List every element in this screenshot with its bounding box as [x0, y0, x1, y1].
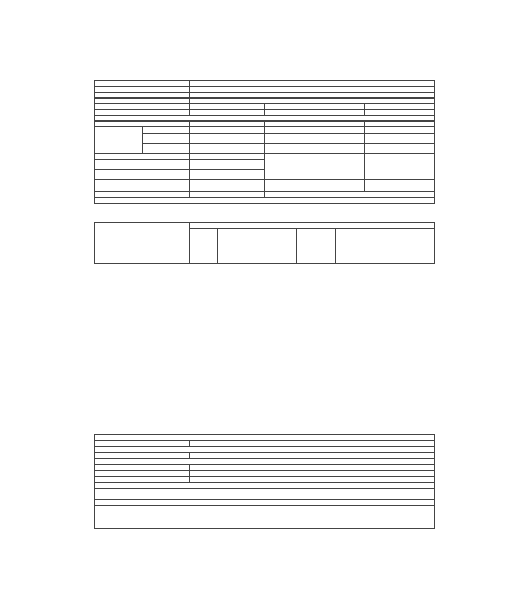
annual-energy-value [190, 170, 265, 180]
noise-emission-label [265, 144, 365, 154]
noise-db-label [95, 160, 190, 170]
col-defrost-header [336, 229, 435, 264]
min-temp-value [190, 180, 265, 192]
footer-table [94, 434, 435, 529]
max-temp-label [265, 180, 365, 192]
max-temp-value [365, 180, 435, 192]
depth-label [143, 144, 190, 154]
noise-db-value [190, 160, 265, 170]
col-volume-header [190, 229, 218, 264]
annual-energy-label [95, 170, 190, 180]
col-temp-header [218, 229, 297, 264]
width-value [190, 134, 265, 144]
col-type-header [95, 223, 190, 264]
link-text [95, 489, 435, 500]
total-volume-label [265, 127, 365, 134]
footnote [95, 506, 435, 529]
general-params-table [94, 120, 435, 204]
width-label [143, 134, 190, 144]
compartments-table [94, 222, 435, 264]
energy-class-label [265, 134, 365, 144]
climate-label [265, 154, 365, 180]
noise-emission-value [365, 144, 435, 154]
height-label [143, 127, 190, 134]
compartment-params-label [95, 198, 435, 204]
depth-value [190, 144, 265, 154]
col-freeze-header [297, 229, 336, 264]
dims-label [95, 127, 143, 154]
climate-value [365, 154, 435, 180]
energy-class-value [365, 134, 435, 144]
total-volume-value [365, 127, 435, 134]
min-temp-label [95, 180, 190, 192]
device-type-table [94, 97, 435, 122]
height-value [190, 127, 265, 134]
